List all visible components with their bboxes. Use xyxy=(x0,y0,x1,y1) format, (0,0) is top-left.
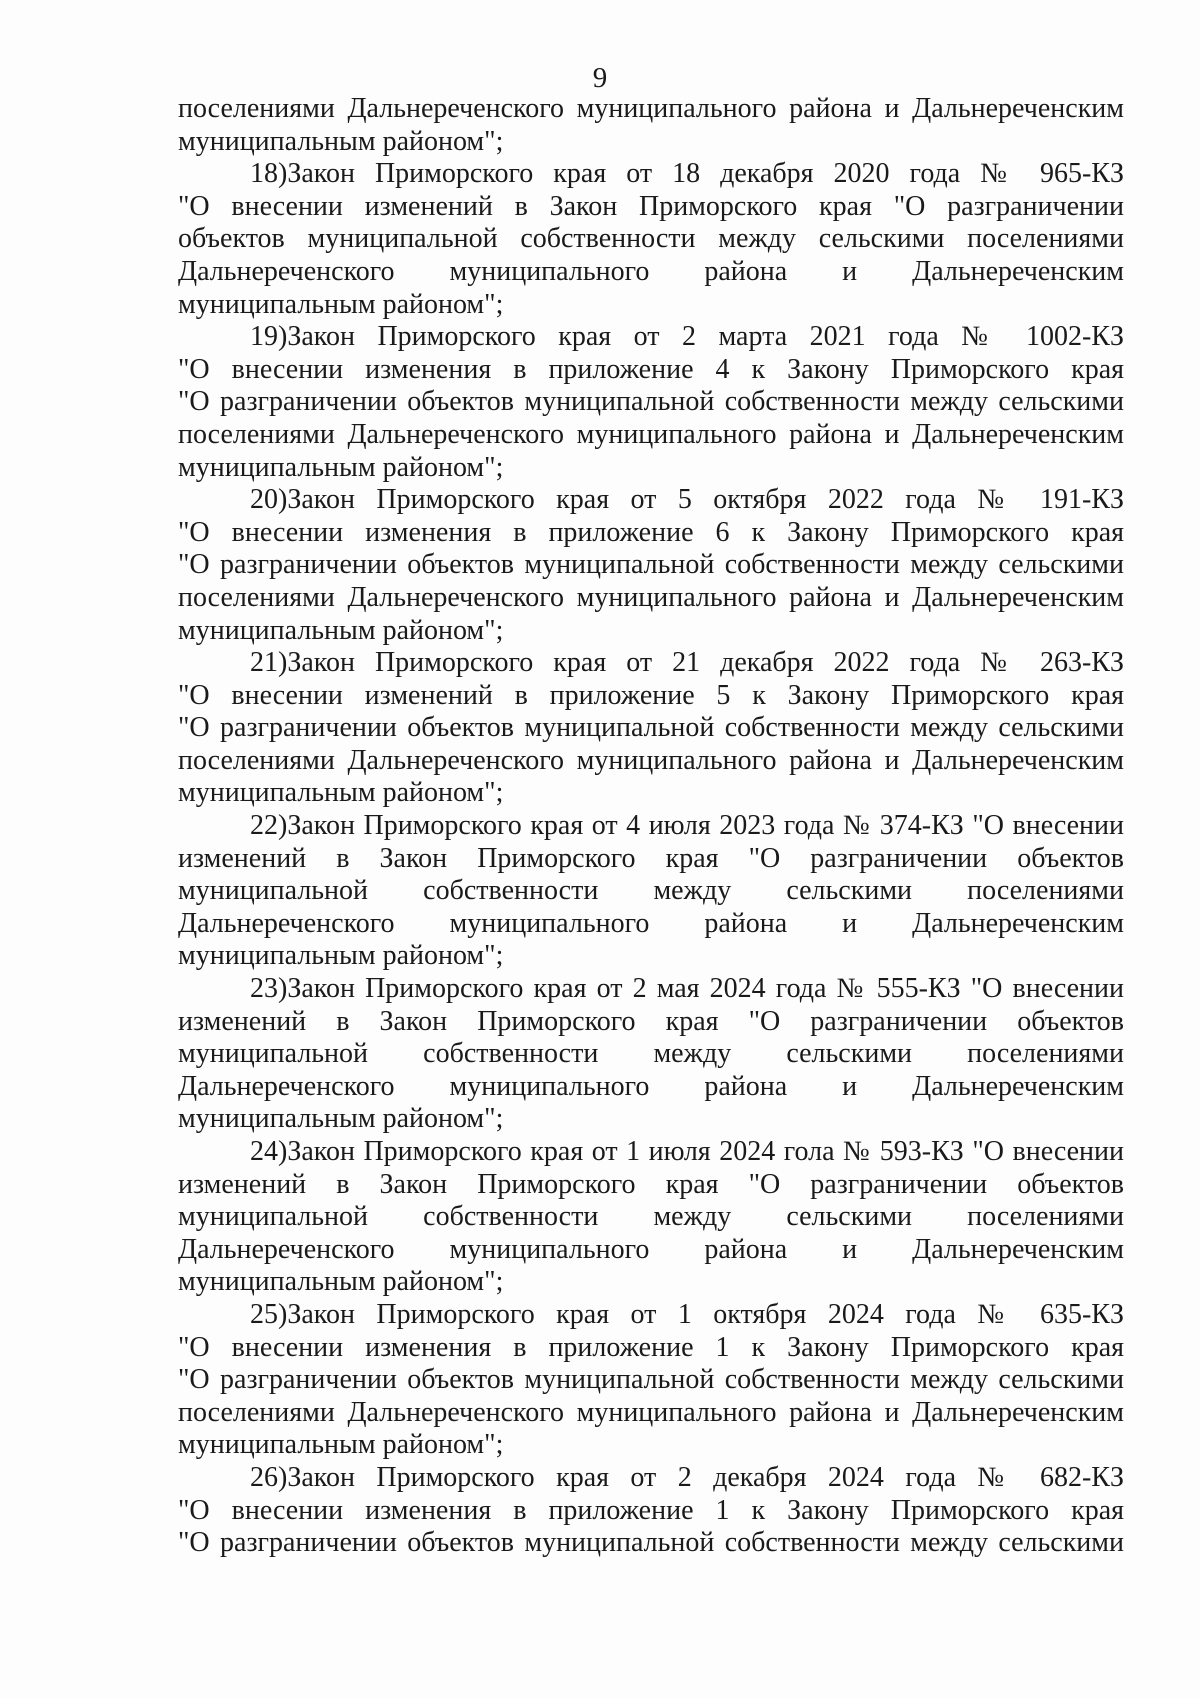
text-line: муниципальным районом"; xyxy=(178,614,504,646)
text-line: 20)Закон Приморского края от 5 октября 2022 года № 191-КЗ xyxy=(250,484,1124,516)
text-line: 21)Закон Приморского края от 21 декабря 2022 года № 263-КЗ xyxy=(250,647,1124,679)
text-line: "О внесении изменений в Закон Приморского края "О разграничении xyxy=(178,190,1124,222)
text-line: 22)Закон Приморского края от 4 июля 2023 года № 374-КЗ "О внесении xyxy=(250,810,1124,842)
text-line: Дальнереченского муниципального района и Дальнереченским xyxy=(178,1070,1124,1102)
text-line: муниципальным районом"; xyxy=(178,940,504,972)
text-line: "О внесении изменений в приложение 5 к Закону Приморского края xyxy=(178,679,1124,711)
text-line: изменений в Закон Приморского края "О разграничении объектов xyxy=(178,1005,1124,1037)
law-item-22 xyxy=(178,810,1124,973)
text-line: 25)Закон Приморского края от 1 октября 2024 года № 635-КЗ xyxy=(250,1298,1124,1330)
text-line: поселениями Дальнереченского муниципального района и Дальнереченским xyxy=(178,418,1124,450)
text-line: поселениями Дальнереченского муниципального района и Дальнереченским xyxy=(178,1396,1124,1428)
text-line: Дальнереченского муниципального района и Дальнереченским xyxy=(178,255,1124,287)
continuation-paragraph xyxy=(178,93,1124,158)
page-number: 9 xyxy=(592,62,608,94)
text-line: поселениями Дальнереченского муниципального района и Дальнереченским xyxy=(178,93,1124,124)
law-item-24 xyxy=(178,1136,1124,1299)
text-line: Дальнереченского муниципального района и Дальнереченским xyxy=(178,1233,1124,1265)
law-item-25 xyxy=(178,1299,1124,1462)
text-line: "О внесении изменения в приложение 4 к Закону Приморского края xyxy=(178,353,1124,385)
text-line: муниципальным районом"; xyxy=(178,1103,504,1135)
text-line: "О внесении изменения в приложение 1 к Закону Приморского края xyxy=(178,1331,1124,1363)
text-line: муниципальной собственности между сельскими поселениями xyxy=(178,875,1124,907)
text-line: изменений в Закон Приморского края "О разграничении объектов xyxy=(178,1168,1124,1200)
text-line: изменений в Закон Приморского края "О разграничении объектов xyxy=(178,842,1124,874)
text-line: муниципальным районом"; xyxy=(178,288,504,320)
text-line: муниципальным районом"; xyxy=(178,125,504,157)
text-line: "О разграничении объектов муниципальной собственности между сельскими xyxy=(178,1364,1124,1396)
text-line: 26)Закон Приморского края от 2 декабря 2024 года № 682-КЗ xyxy=(250,1461,1124,1493)
law-item-26 xyxy=(178,1462,1124,1560)
text-line: "О разграничении объектов муниципальной собственности между сельскими xyxy=(178,549,1124,581)
law-item-20 xyxy=(178,484,1124,647)
text-line: "О внесении изменения в приложение 6 к Закону Приморского края xyxy=(178,516,1124,548)
text-line: "О внесении изменения в приложение 1 к Закону Приморского края xyxy=(178,1494,1124,1526)
text-line: объектов муниципальной собственности между сельскими поселениями xyxy=(178,223,1124,255)
text-line: 23)Закон Приморского края от 2 мая 2024 года № 555-КЗ "О внесении xyxy=(250,973,1124,1005)
text-line: 18)Закон Приморского края от 18 декабря 2020 года № 965-КЗ xyxy=(250,158,1124,190)
text-line: "О разграничении объектов муниципальной собственности между сельскими xyxy=(178,1527,1124,1559)
text-line: муниципальным районом"; xyxy=(178,1429,504,1461)
law-item-23 xyxy=(178,973,1124,1136)
text-line: "О разграничении объектов муниципальной собственности между сельскими xyxy=(178,712,1124,744)
text-line: поселениями Дальнереченского муниципального района и Дальнереченским xyxy=(178,581,1124,613)
text-line: Дальнереченского муниципального района и Дальнереченским xyxy=(178,907,1124,939)
text-line: поселениями Дальнереченского муниципального района и Дальнереченским xyxy=(178,744,1124,776)
law-item-18 xyxy=(178,158,1124,321)
text-line: "О разграничении объектов муниципальной собственности между сельскими xyxy=(178,386,1124,418)
document-body xyxy=(178,93,1124,1560)
law-item-21 xyxy=(178,647,1124,810)
text-line: муниципальной собственности между сельскими поселениями xyxy=(178,1201,1124,1233)
law-item-19 xyxy=(178,321,1124,484)
text-line: 19)Закон Приморского края от 2 марта 2021 года № 1002-КЗ xyxy=(250,321,1124,353)
text-line: 24)Закон Приморского края от 1 июля 2024 гола № 593-КЗ "О внесении xyxy=(250,1136,1124,1167)
text-line: муниципальным районом"; xyxy=(178,777,504,809)
text-line: муниципальным районом"; xyxy=(178,451,504,483)
text-line: муниципальным районом"; xyxy=(178,1266,504,1298)
text-line: муниципальной собственности между сельскими поселениями xyxy=(178,1038,1124,1070)
